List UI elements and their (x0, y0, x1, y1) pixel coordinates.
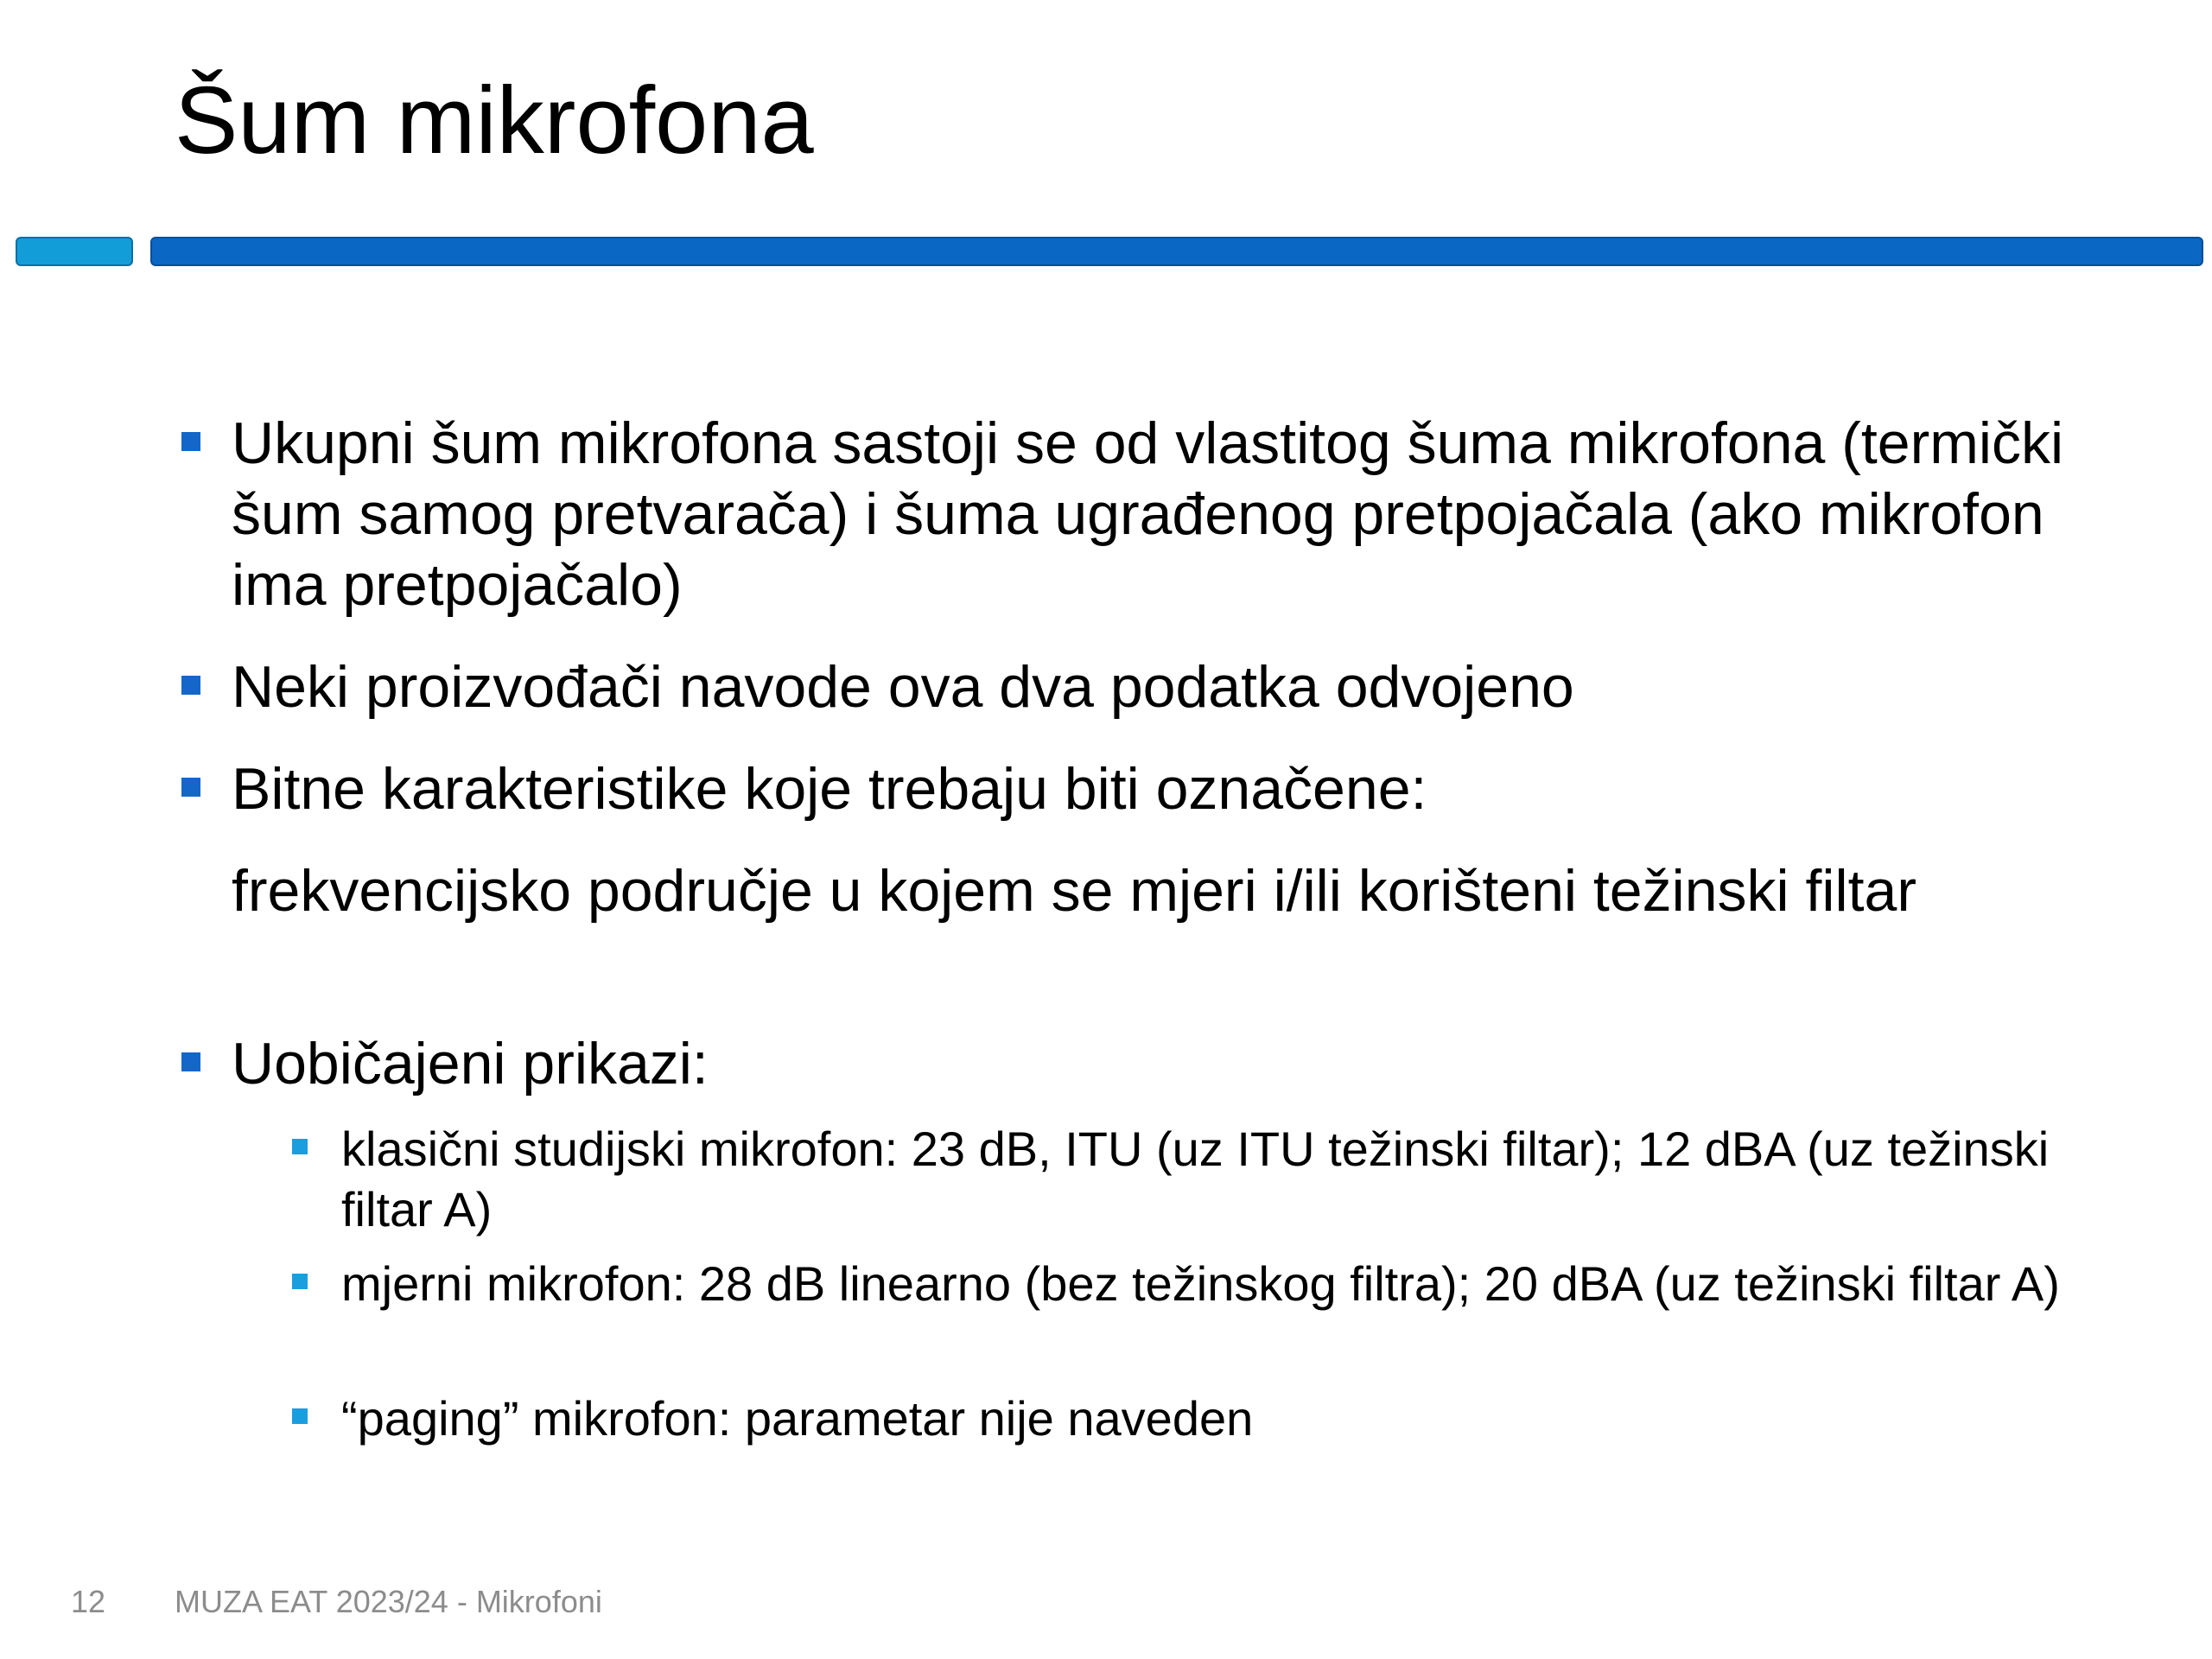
sub-bullet-item-1: klasični studijski mikrofon: 23 dB, ITU (uz ITU težinski filtar); 12 dBA (uz težinski filtar A) (341, 1122, 2050, 1236)
bullet-item-2: Neki proizvođači navode ova dva podatka odvojeno (232, 654, 1574, 720)
sub-bullet-item-3: “paging” mikrofon: parametar nije naveden (341, 1391, 1254, 1446)
sub-bullet-square-icon (292, 1408, 308, 1424)
sub-bullet-square-icon (292, 1139, 308, 1154)
bullet-item-3: Bitne karakteristike koje trebaju biti označene: (232, 756, 1427, 822)
bullet-item-4: Uobičajeni prikazi: (232, 1031, 709, 1096)
bullet-item-1: Ukupni šum mikrofona sastoji se od vlastitog šuma mikrofona (termički šum samog pretvarača) i šuma ugrađenog pretpojačala (ako mikrofon ima pretpojačalo) (232, 410, 2064, 618)
slide-title: Šum mikrofona (175, 67, 814, 174)
bullet-square-icon (181, 676, 200, 695)
sub-bullet-item-2: mjerni mikrofon: 28 dB linearno (bez težinskog filtra); 20 dBA (uz težinski filtar A) (341, 1256, 2060, 1311)
footer-text: MUZA EAT 2023/24 - Mikrofoni (175, 1584, 602, 1619)
bullet-continuation-text: frekvencijsko područje u kojem se mjeri i/ili korišteni težinski filtar (232, 858, 1916, 924)
bullet-square-icon (181, 432, 200, 451)
bullet-square-icon (181, 1052, 200, 1071)
footer-page-number: 12 (71, 1584, 106, 1619)
bullet-square-icon (181, 778, 200, 797)
sub-bullet-square-icon (292, 1274, 308, 1289)
